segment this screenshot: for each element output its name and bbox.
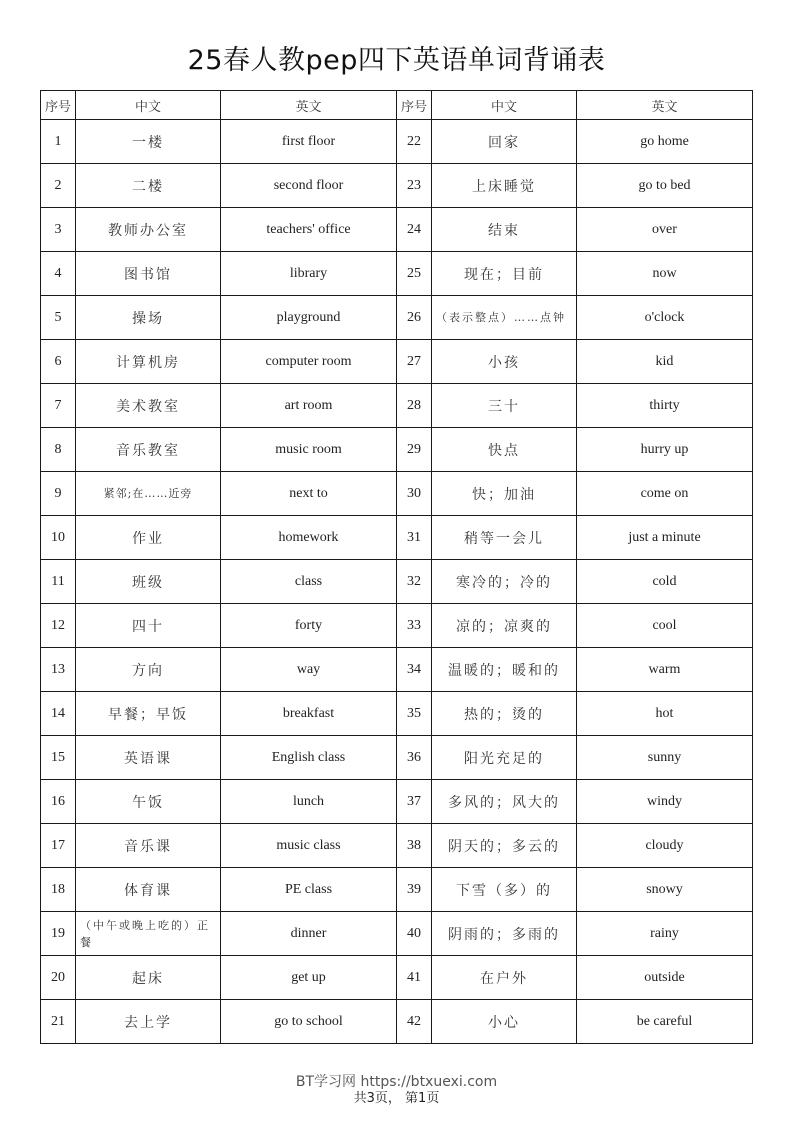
- cell-number: 30: [397, 472, 432, 516]
- cell-chinese: 阴雨的；多雨的: [432, 912, 577, 956]
- cell-number: 26: [397, 296, 432, 340]
- table-row: [41, 252, 753, 296]
- cell-chinese: 方向: [76, 648, 221, 692]
- cell-number: 12: [41, 604, 76, 648]
- cell-number: 39: [397, 868, 432, 912]
- cell-english: outside: [577, 956, 753, 1000]
- footer-site: BT学习网 https://btxuexi.com: [295, 1074, 498, 1090]
- cell-chinese: 小心: [432, 1000, 577, 1044]
- cell-number: 38: [397, 824, 432, 868]
- cell-chinese: 美术教室: [76, 384, 221, 428]
- cell-chinese: 计算机房: [76, 340, 221, 384]
- cell-english: cool: [577, 604, 753, 648]
- cell-number: 21: [41, 1000, 76, 1044]
- cell-number: 31: [397, 516, 432, 560]
- cell-number: 35: [397, 692, 432, 736]
- table-row: [41, 912, 753, 956]
- table-row: [41, 956, 753, 1000]
- cell-english: go home: [577, 120, 753, 164]
- page-title: 25春人教pep四下英语单词背诵表: [187, 45, 606, 76]
- cell-chinese: 班级: [76, 560, 221, 604]
- cell-english: computer room: [221, 340, 397, 384]
- page-indicator: 共3页， 第1页: [353, 1091, 440, 1106]
- cell-chinese: 多风的；风大的: [432, 780, 577, 824]
- cell-number: 11: [41, 560, 76, 604]
- cell-chinese: 在户外: [432, 956, 577, 1000]
- cell-chinese: 回家: [432, 120, 577, 164]
- cell-chinese: （表示整点）……点钟: [432, 296, 577, 340]
- cell-english: teachers' office: [221, 208, 397, 252]
- cell-number: 15: [41, 736, 76, 780]
- cell-chinese: 作业: [76, 516, 221, 560]
- cell-number: 28: [397, 384, 432, 428]
- table-row: [41, 648, 753, 692]
- cell-number: 22: [397, 120, 432, 164]
- cell-number: 10: [41, 516, 76, 560]
- table-row: [41, 164, 753, 208]
- cell-english: art room: [221, 384, 397, 428]
- cell-chinese: 快点: [432, 428, 577, 472]
- cell-english: go to school: [221, 1000, 397, 1044]
- cell-number: 1: [41, 120, 76, 164]
- cell-english: next to: [221, 472, 397, 516]
- header-chinese-left: 中文: [76, 91, 221, 120]
- cell-chinese: 二楼: [76, 164, 221, 208]
- cell-number: 18: [41, 868, 76, 912]
- header-num-left: 序号: [41, 91, 76, 120]
- cell-number: 27: [397, 340, 432, 384]
- cell-chinese: 阴天的；多云的: [432, 824, 577, 868]
- cell-chinese: 下雪（多）的: [432, 868, 577, 912]
- cell-english: over: [577, 208, 753, 252]
- cell-number: 37: [397, 780, 432, 824]
- cell-number: 17: [41, 824, 76, 868]
- cell-chinese: 早餐；早饭: [76, 692, 221, 736]
- cell-chinese: 图书馆: [76, 252, 221, 296]
- cell-english: homework: [221, 516, 397, 560]
- cell-number: 13: [41, 648, 76, 692]
- cell-english: English class: [221, 736, 397, 780]
- cell-number: 4: [41, 252, 76, 296]
- cell-chinese: 小孩: [432, 340, 577, 384]
- cell-number: 8: [41, 428, 76, 472]
- cell-english: now: [577, 252, 753, 296]
- cell-english: second floor: [221, 164, 397, 208]
- table-row: [41, 208, 753, 252]
- cell-chinese: 体育课: [76, 868, 221, 912]
- table-row: [41, 384, 753, 428]
- cell-number: 24: [397, 208, 432, 252]
- cell-english: rainy: [577, 912, 753, 956]
- cell-chinese: 结束: [432, 208, 577, 252]
- cell-chinese: 现在；目前: [432, 252, 577, 296]
- cell-number: 36: [397, 736, 432, 780]
- cell-number: 14: [41, 692, 76, 736]
- cell-number: 5: [41, 296, 76, 340]
- table-row: [41, 120, 753, 164]
- cell-english: class: [221, 560, 397, 604]
- cell-number: 9: [41, 472, 76, 516]
- cell-english: come on: [577, 472, 753, 516]
- cell-chinese: 教师办公室: [76, 208, 221, 252]
- cell-chinese: 音乐教室: [76, 428, 221, 472]
- cell-number: 19: [41, 912, 76, 956]
- cell-number: 34: [397, 648, 432, 692]
- cell-chinese: 温暖的；暖和的: [432, 648, 577, 692]
- cell-chinese: 凉的；凉爽的: [432, 604, 577, 648]
- table-row: [41, 1000, 753, 1044]
- vocab-table: [40, 90, 753, 1044]
- cell-english: music class: [221, 824, 397, 868]
- table-row: [41, 472, 753, 516]
- cell-english: kid: [577, 340, 753, 384]
- table-row: [41, 560, 753, 604]
- cell-chinese: 紧邻;在……近旁: [76, 472, 221, 516]
- cell-chinese: 操场: [76, 296, 221, 340]
- cell-english: playground: [221, 296, 397, 340]
- cell-english: music room: [221, 428, 397, 472]
- table-row: [41, 780, 753, 824]
- cell-english: lunch: [221, 780, 397, 824]
- cell-number: 6: [41, 340, 76, 384]
- cell-chinese: 三十: [432, 384, 577, 428]
- cell-number: 16: [41, 780, 76, 824]
- cell-chinese: 寒冷的；冷的: [432, 560, 577, 604]
- cell-english: snowy: [577, 868, 753, 912]
- header-english-left: 英文: [221, 91, 397, 120]
- cell-english: thirty: [577, 384, 753, 428]
- table-row: [41, 340, 753, 384]
- cell-number: 7: [41, 384, 76, 428]
- cell-chinese: （中午或晚上吃的）正餐: [76, 912, 221, 956]
- cell-chinese: 热的；烫的: [432, 692, 577, 736]
- cell-english: hot: [577, 692, 753, 736]
- cell-number: 25: [397, 252, 432, 296]
- cell-english: library: [221, 252, 397, 296]
- cell-english: cold: [577, 560, 753, 604]
- cell-english: get up: [221, 956, 397, 1000]
- cell-number: 23: [397, 164, 432, 208]
- table-row: [41, 692, 753, 736]
- table-row: [41, 516, 753, 560]
- cell-english: be careful: [577, 1000, 753, 1044]
- cell-english: PE class: [221, 868, 397, 912]
- cell-english: o'clock: [577, 296, 753, 340]
- cell-number: 20: [41, 956, 76, 1000]
- cell-english: windy: [577, 780, 753, 824]
- cell-english: hurry up: [577, 428, 753, 472]
- cell-english: breakfast: [221, 692, 397, 736]
- cell-chinese: 音乐课: [76, 824, 221, 868]
- cell-number: 32: [397, 560, 432, 604]
- header-english-right: 英文: [577, 91, 753, 120]
- cell-english: way: [221, 648, 397, 692]
- cell-english: go to bed: [577, 164, 753, 208]
- cell-english: first floor: [221, 120, 397, 164]
- cell-chinese: 一楼: [76, 120, 221, 164]
- cell-chinese: 快；加油: [432, 472, 577, 516]
- header-chinese-right: 中文: [432, 91, 577, 120]
- table-row: [41, 604, 753, 648]
- cell-english: cloudy: [577, 824, 753, 868]
- cell-chinese: 午饭: [76, 780, 221, 824]
- table-row: [41, 428, 753, 472]
- cell-number: 41: [397, 956, 432, 1000]
- cell-number: 29: [397, 428, 432, 472]
- cell-chinese: 上床睡觉: [432, 164, 577, 208]
- cell-chinese: 英语课: [76, 736, 221, 780]
- cell-chinese: 阳光充足的: [432, 736, 577, 780]
- cell-english: warm: [577, 648, 753, 692]
- table-row: [41, 868, 753, 912]
- table-row: [41, 296, 753, 340]
- cell-number: 33: [397, 604, 432, 648]
- cell-chinese: 去上学: [76, 1000, 221, 1044]
- table-row: [41, 736, 753, 780]
- cell-number: 3: [41, 208, 76, 252]
- cell-english: forty: [221, 604, 397, 648]
- table-row: [41, 824, 753, 868]
- cell-chinese: 稍等一会儿: [432, 516, 577, 560]
- cell-number: 40: [397, 912, 432, 956]
- header-num-right: 序号: [397, 91, 432, 120]
- cell-chinese: 四十: [76, 604, 221, 648]
- cell-number: 42: [397, 1000, 432, 1044]
- cell-number: 2: [41, 164, 76, 208]
- cell-english: sunny: [577, 736, 753, 780]
- cell-english: just a minute: [577, 516, 753, 560]
- cell-english: dinner: [221, 912, 397, 956]
- table-header-row: [41, 91, 753, 120]
- cell-chinese: 起床: [76, 956, 221, 1000]
